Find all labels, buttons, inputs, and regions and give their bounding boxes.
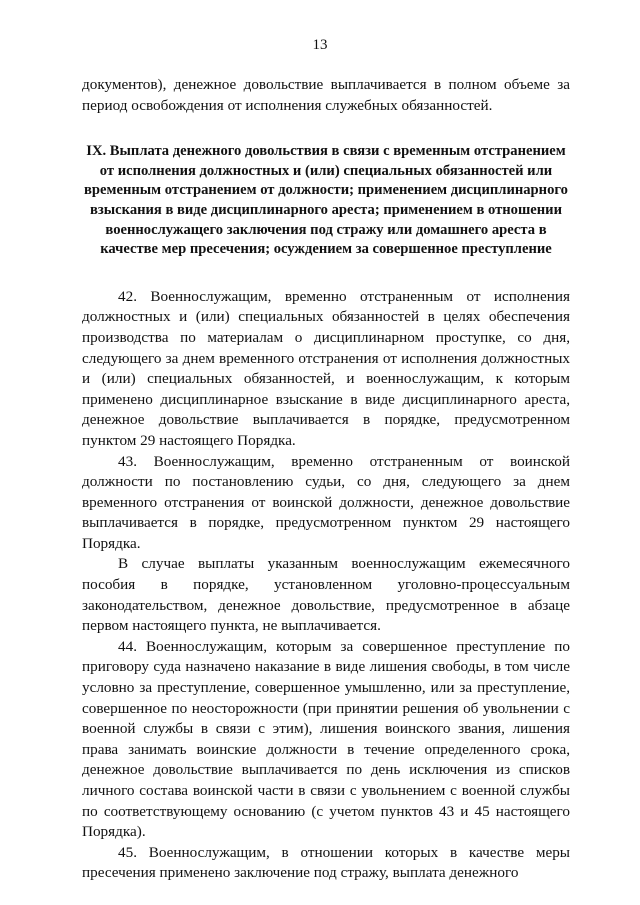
page-number: 13 <box>312 37 328 53</box>
intro-paragraph: документов), денежное довольствие выплачивается в полном объеме за период освобождения от исполнения служебных обязанностей. <box>82 76 570 114</box>
section-heading: IX. Выплата денежного довольствия в связи с временным отстранением от исполнения должностных и (или) специальных обязанностей или временным отстранением от должности; применением дисциплинарного взыскания в виде дисциплинарного ареста; применением в отношении военнослужащего заключения под стражу или домашнего ареста в качестве мер пресечения; осуждением за совершенное преступление <box>84 143 568 258</box>
paragraph-45: 45. Военнослужащим, в отношении которых в качестве меры пресечения применено заключение под стражу, выплата денежного <box>82 843 570 882</box>
paragraph-43: 43. Военнослужащим, временно отстраненным от воинской должности по постановлению судьи, со дня, следующего за днем временного отстранения от воинской должности, денежное довольствие выплачивается в порядке, предусмотренном пунктом 29 настоящего Порядка. <box>82 452 570 552</box>
paragraph-43-second: В случае выплаты указанным военнослужащим ежемесячного пособия в порядке, установленном уголовно-процессуальным законодательством, денежное довольствие, предусмотренное в абзаце первом настоящего пункта, не выплачивается. <box>82 555 570 635</box>
paragraph-44: 44. Военнослужащим, которым за совершенное преступление по приговору суда назначено наказание в виде лишения свободы, в том числе условно за преступление, совершенное умышленно, или за преступление, совершенное по неосторожности (при принятии решения об увольнении с военной службы в связи с этим), лишения воинского звания, лишения права занимать воинские должности в течение определенного срока, денежное довольствие выплачивается по день исключения из списков личного состава воинской части в связи с увольнением с военной службы по соответствующему основанию (с учетом пунктов 43 и 45 настоящего Порядка). <box>82 637 570 841</box>
document-body <box>82 75 570 884</box>
paragraph-42: 42. Военнослужащим, временно отстраненным от исполнения должностных и (или) специальных обязанностей в целях обеспечения производства по материалам о дисциплинарном проступке, со дня, следующего за днем временного отстранения от исполнения должностных и (или) специальных обязанностей, и военнослужащим, к которым применено дисциплинарное взыскание в виде дисциплинарного ареста, денежное довольствие выплачивается в порядке, предусмотренном пунктом 29 настоящего Порядка. <box>82 287 570 449</box>
